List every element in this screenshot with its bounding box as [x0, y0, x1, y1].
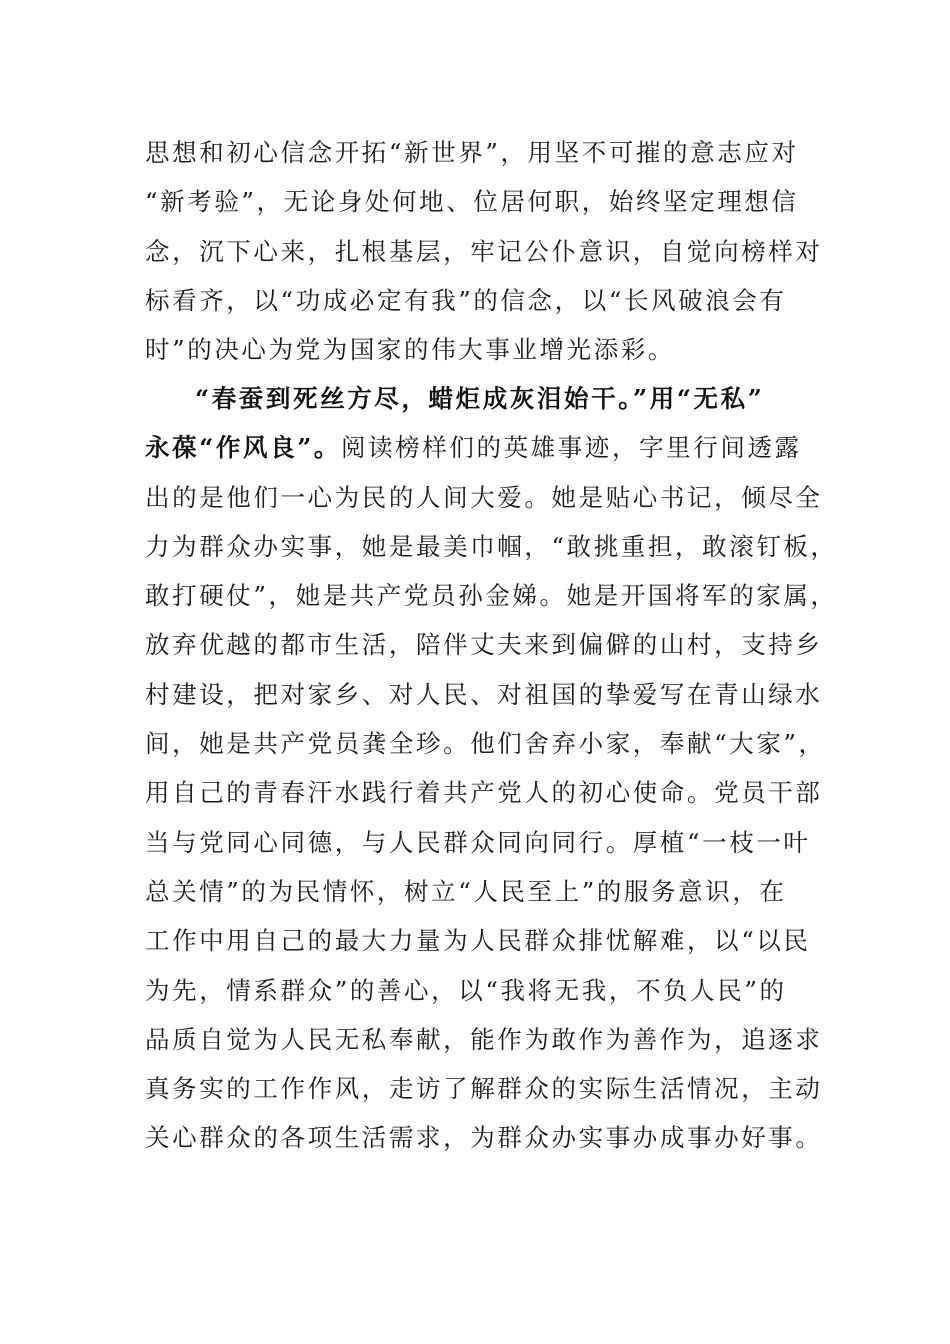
text-line: 间，她是共产党员龚全珍。他们舍弃小家，奉献“大家”， [145, 729, 826, 759]
text-line: 用自己的青春汗水践行着共产党人的初心使命。党员干部 [145, 778, 823, 808]
text-line: 敢打硬仗”，她是共产党员孙金娣。她是开国将军的家属， [145, 581, 838, 611]
text-line: “新考验”，无论身处何地、位居何职，始终坚定理想信 [145, 187, 799, 217]
text-line: 放弃优越的都市生活，陪伴丈夫来到偏僻的山村，支持乡 [145, 630, 823, 660]
text-line: 为先，情系群众”的善心，以“我将无我，不负人民”的 [145, 975, 787, 1005]
text-line: 标看齐，以“功成必定有我”的信念，以“长风破浪会有 [145, 285, 787, 315]
text-line: 真务实的工作作风，走访了解群众的实际生活情况，主动 [145, 1074, 823, 1104]
bold-heading: “春蚕到死丝方尽，蜡炬成灰泪始干。”用“无私” [195, 384, 765, 413]
text-line: 时”的决心为党为国家的伟大事业增光添彩。 [145, 335, 676, 365]
text-line: 思想和初心信念开拓“新世界”，用坚不可摧的意志应对 [145, 138, 799, 167]
text-line: 工作中用自己的最大力量为人民群众排忧解难，以“以民 [145, 926, 811, 956]
text-line-heading-continued [145, 423, 805, 472]
text-line: 出的是他们一心为民的人间大爱。她是贴心书记，倾尽全 [145, 482, 823, 512]
paragraph-2 [145, 374, 838, 1163]
paragraph-1 [145, 128, 823, 374]
text-line: 品质自觉为人民无私奉献，能作为敢作为善作为，追逐求 [145, 1024, 823, 1054]
text-run: 阅读榜样们的英雄事迹，字里行间透露 [340, 433, 802, 463]
text-line: 关心群众的各项生活需求，为群众办实事办成事办好事。 [145, 1123, 823, 1153]
text-line: 村建设，把对家乡、对人民、对祖国的挚爱写在青山绿水 [145, 679, 823, 709]
text-line-heading [145, 374, 805, 423]
text-line: 力为群众办实事，她是最美巾帼，“敢挑重担，敢滚钉板， [145, 531, 838, 561]
bold-heading-end: 永葆“作风良”。 [145, 433, 341, 463]
text-line: 总关情”的为民情怀，树立“人民至上”的服务意识，在 [145, 876, 787, 906]
text-line: 当与党同心同德，与人民群众同向同行。厚植“一枝一叶 [145, 827, 811, 857]
text-line: 念，沉下心来，扎根基层，牢记公仆意识，自觉向榜样对 [145, 236, 823, 266]
